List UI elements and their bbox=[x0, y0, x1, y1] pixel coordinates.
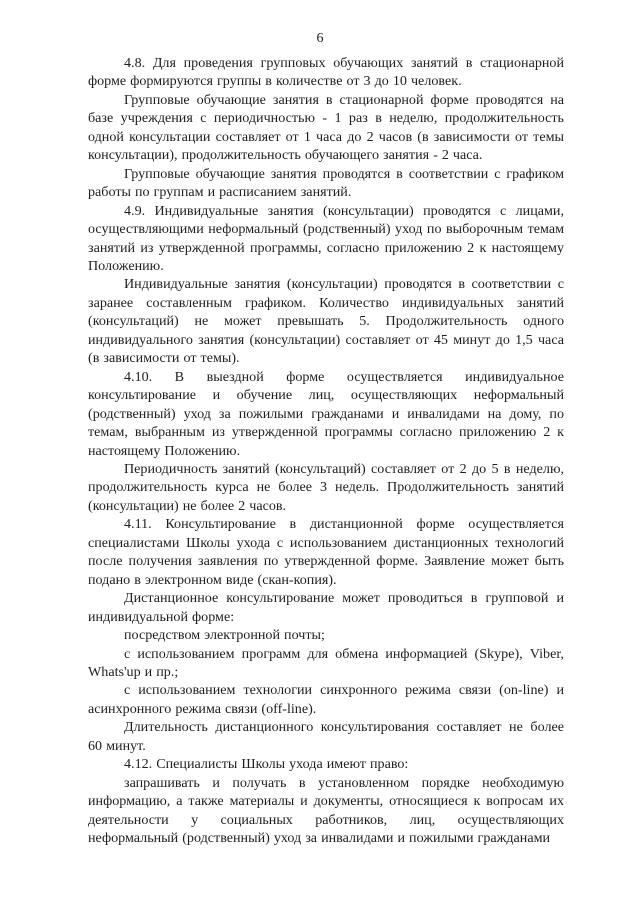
list-item-sync-async: с использованием технологии синхронного режима связи (on-line) и асинхронного режима связи (off-line). bbox=[88, 682, 564, 717]
paragraph-4-10: 4.10. В выездной форме осуществляется индивидуальное консультирование и обучение лиц, осуществляющих неформальный (родственный) уход за пожилыми гражданами и инвалидами на дому, по темам, выбранным из утвержденной программы согласно приложению 2 к настоящему Положению. bbox=[88, 368, 564, 459]
paragraph-4-9: 4.9. Индивидуальные занятия (консультации) проводятся с лицами, осуществляющими неформальный (родственный) уход по выборочным темам занятий из утвержденной программы, согласно приложению 2 к настоящему Положению. bbox=[88, 202, 564, 274]
paragraph-individual-sessions: Индивидуальные занятия (консультации) проводятся в соответствии с заранее составленным графиком. Количество индивидуальных занятий (консультаций) не может превышать 5. Продолжительность одного индивидуального занятия (консультации) составляет от 45 минут до 1,5 часа (в зависимости от темы). bbox=[88, 276, 564, 367]
list-item-email: посредством электронной почты; bbox=[124, 627, 325, 644]
paragraph-visit-frequency: Периодичность занятий (консультаций) составляет от 2 до 5 в неделю, продолжительность курса не более 3 недель. Продолжительность занятий (консультации) не более 2 часов. bbox=[88, 460, 564, 514]
paragraph-4-8: 4.8. Для проведения групповых обучающих занятий в стационарной форме формируются группы в количестве от 3 до 10 человек. bbox=[88, 55, 564, 90]
page-number: 6 bbox=[316, 31, 324, 46]
list-item-messengers: с использованием программ для обмена информацией (Skype), Viber, Whats'up и пр.; bbox=[88, 645, 564, 680]
document-body bbox=[88, 54, 564, 847]
paragraph-4-12: 4.12. Специалисты Школы ухода имеют право: bbox=[124, 756, 409, 773]
paragraph-group-sessions-schedule: Групповые обучающие занятия в стационарной форме проводятся на базе учреждения с периодичностью - 1 раз в неделю, продолжительность одной консультации составляет от 1 часа до 2 часов (в зависимости от темы консультации), продолжительность обучающего занятия - 2 часа. bbox=[88, 91, 564, 164]
paragraph-remote-duration: Длительность дистанционного консультирования составляет не более 60 минут. bbox=[88, 719, 564, 754]
list-item-request-info: запрашивать и получать в установленном порядке необходимую информацию, а также материалы и документы, относящиеся к вопросам их деятельности у социальных работников, лиц, осуществляющих неформальный (родственный) уход за инвалидами и пожилыми гражданами bbox=[88, 774, 564, 847]
paragraph-4-11: 4.11. Консультирование в дистанционной форме осуществляется специалистами Школы ухода с использованием дистанционных технологий после получения заявления по утвержденной форме. Заявление может быть подано в электронном виде (скан-копия). bbox=[88, 516, 564, 588]
paragraph-remote-forms: Дистанционное консультирование может проводиться в групповой и индивидуальной форме: bbox=[88, 590, 564, 625]
paragraph-group-sessions-graph: Групповые обучающие занятия проводятся в соответствии с графиком работы по группам и расписанием занятий. bbox=[88, 165, 564, 201]
